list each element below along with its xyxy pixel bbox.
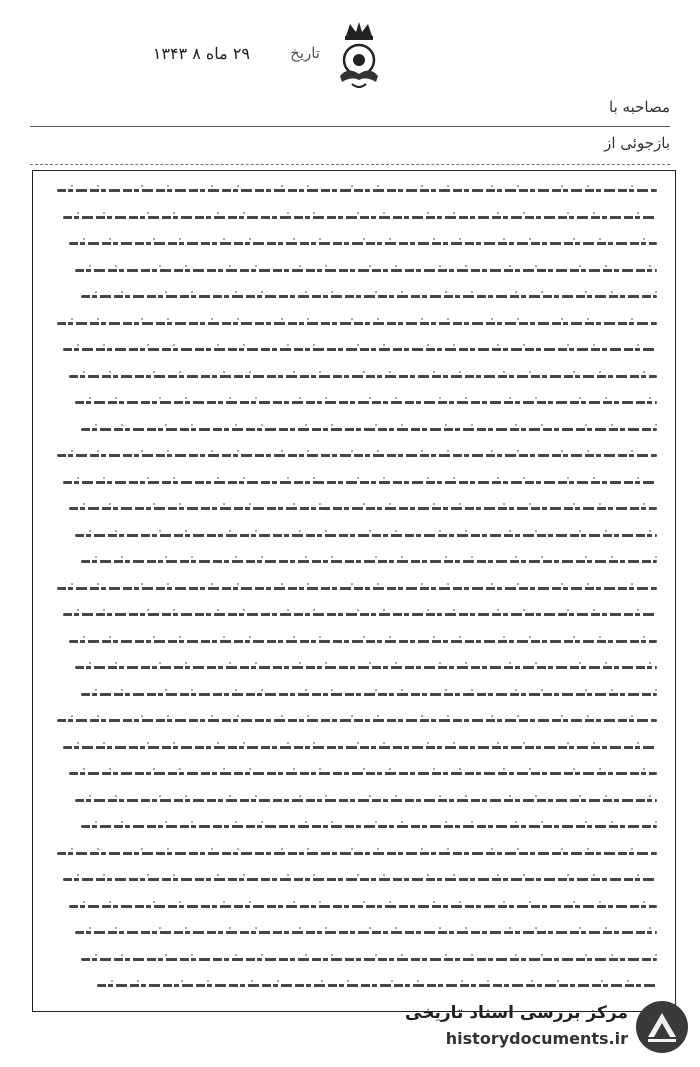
investigation-field	[30, 136, 670, 170]
investigation-label: بازجوئی از	[604, 134, 670, 152]
handwritten-line	[81, 693, 657, 696]
interview-field	[30, 100, 670, 132]
archive-name: مرکز بررسی اسناد تاریخی	[405, 1003, 628, 1023]
date-label: تاریخ	[290, 44, 320, 62]
handwritten-line	[69, 507, 657, 510]
handwritten-line	[75, 534, 657, 537]
handwritten-line	[57, 322, 657, 325]
letterhead	[0, 12, 700, 152]
handwritten-line	[75, 799, 657, 802]
handwritten-line	[75, 931, 657, 934]
handwritten-line	[69, 640, 657, 643]
handwritten-line	[69, 772, 657, 775]
handwritten-line	[57, 189, 657, 192]
handwritten-line	[81, 560, 657, 563]
handwritten-line	[75, 666, 657, 669]
date-field	[40, 42, 320, 72]
handwritten-line	[69, 242, 657, 245]
handwritten-line	[81, 958, 657, 961]
handwritten-line	[63, 216, 657, 219]
archive-url: historydocuments.ir	[445, 1029, 628, 1048]
handwritten-statement	[32, 170, 676, 1012]
handwritten-line	[63, 746, 657, 749]
handwritten-line	[81, 825, 657, 828]
handwritten-line	[75, 401, 657, 404]
handwritten-line	[97, 984, 657, 987]
handwritten-line	[57, 852, 657, 855]
handwritten-line	[63, 613, 657, 616]
handwritten-line	[63, 481, 657, 484]
handwritten-line	[57, 587, 657, 590]
date-value: ۲۹ ماه ۸ ۱۳۴۳	[152, 44, 250, 63]
archive-watermark	[405, 999, 690, 1057]
handwritten-line	[75, 269, 657, 272]
history-documents-logo-icon	[634, 999, 690, 1055]
interview-rule	[30, 126, 670, 127]
handwritten-line	[57, 719, 657, 722]
handwritten-line	[81, 295, 657, 298]
handwritten-line	[69, 905, 657, 908]
lion-and-sun-crown-emblem-icon	[326, 18, 392, 92]
handwritten-line	[63, 878, 657, 881]
handwritten-line	[57, 454, 657, 457]
investigation-rule	[30, 164, 670, 165]
handwritten-line	[69, 375, 657, 378]
handwritten-line	[63, 348, 657, 351]
interview-label: مصاحبه با	[609, 98, 670, 116]
handwritten-line	[81, 428, 657, 431]
